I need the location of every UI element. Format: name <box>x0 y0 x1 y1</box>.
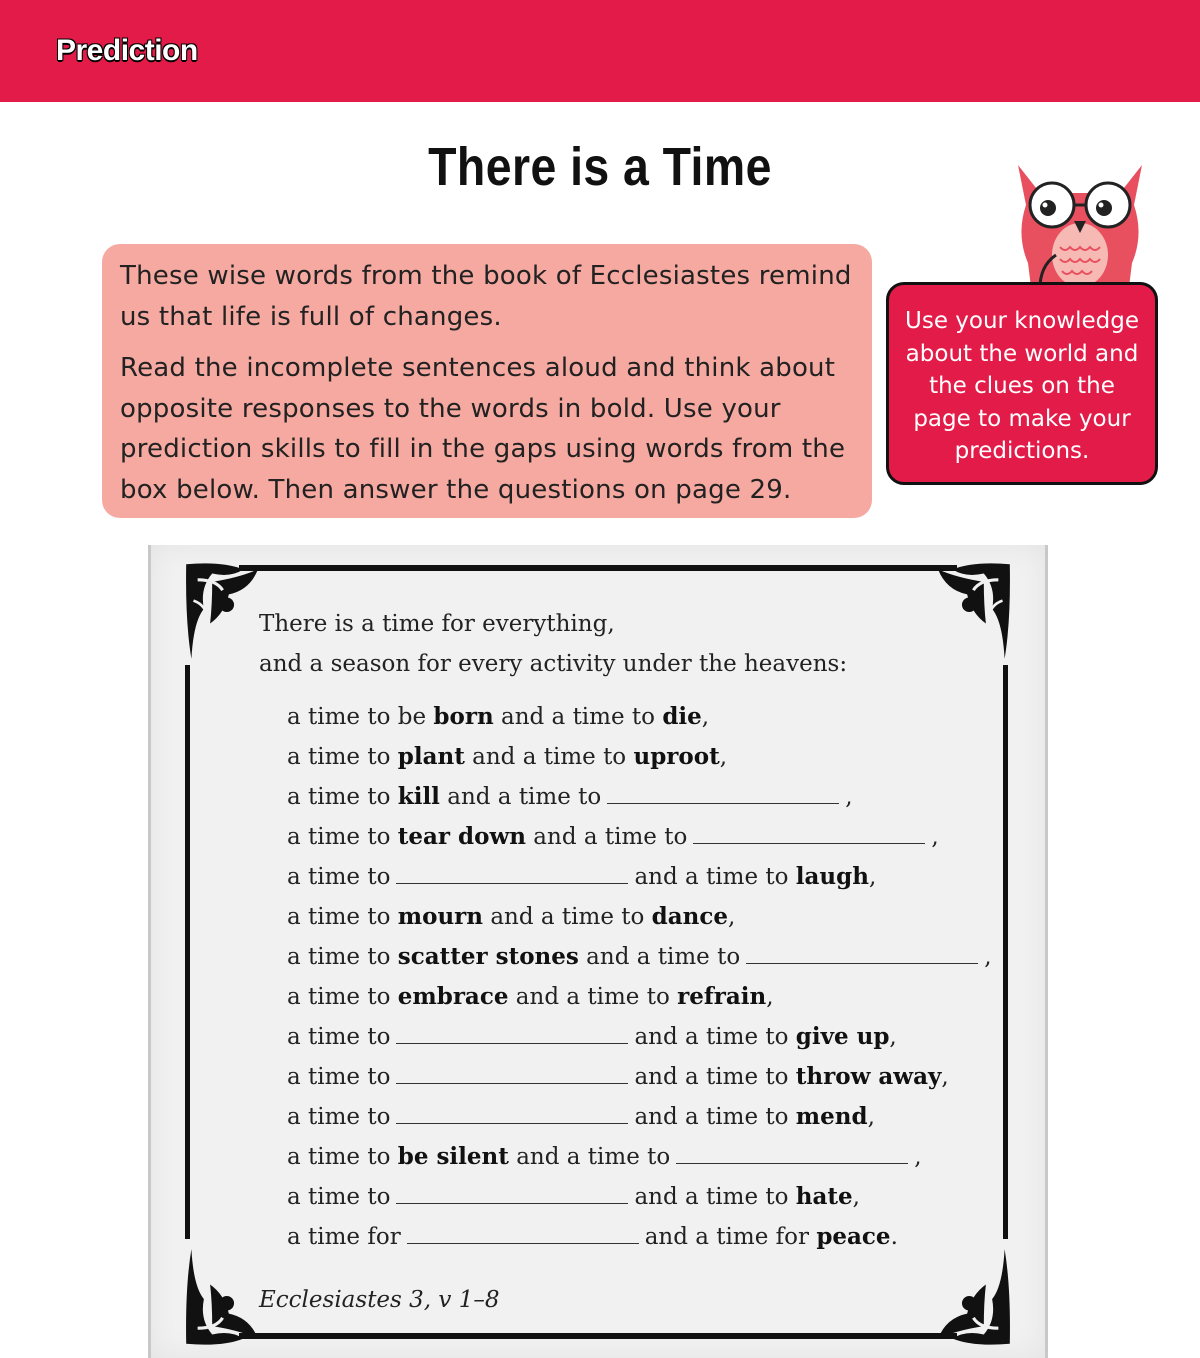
line-text: a time to <box>287 1104 391 1130</box>
line-text: a time to <box>287 744 398 770</box>
poem-panel <box>148 545 1048 1358</box>
poem-line-4 <box>287 823 939 850</box>
poem-line-2 <box>287 743 727 770</box>
poem-line-10 <box>287 1063 949 1090</box>
line-text: and a time to <box>634 1184 796 1210</box>
header-banner <box>0 0 1200 102</box>
line-text: and a time to <box>508 984 678 1010</box>
punctuation: , <box>914 1144 922 1170</box>
answer-blank[interactable] <box>396 1103 628 1124</box>
line-text: a time to <box>287 944 398 970</box>
line-text: a time to <box>287 1064 391 1090</box>
poem-line-14 <box>287 1223 898 1250</box>
bold-word: die <box>662 703 702 730</box>
intro-box <box>102 244 872 518</box>
bold-word: tear down <box>397 823 526 850</box>
bold-word: uproot <box>633 743 720 770</box>
answer-blank[interactable] <box>676 1143 908 1164</box>
answer-blank[interactable] <box>396 1063 628 1084</box>
punctuation: , <box>701 704 710 730</box>
line-text: a time to <box>287 784 398 810</box>
line-text: and a time to <box>634 864 796 890</box>
answer-blank[interactable] <box>396 1183 628 1204</box>
bold-word: give up <box>795 1023 890 1050</box>
bold-word: mourn <box>397 903 484 930</box>
line-text: a time to <box>287 1024 391 1050</box>
bold-word: embrace <box>397 983 509 1010</box>
line-text: and a time to <box>526 824 688 850</box>
answer-blank[interactable] <box>607 783 839 804</box>
poem-line-7 <box>287 943 992 970</box>
section-label: Prediction <box>56 34 198 67</box>
line-text: and a time to <box>634 1024 796 1050</box>
punctuation: , <box>728 904 736 930</box>
answer-blank[interactable] <box>396 863 628 884</box>
bold-word: refrain <box>677 983 767 1010</box>
bold-word: mend <box>795 1103 868 1130</box>
line-text: and a time for <box>644 1224 817 1250</box>
line-text: and a time to <box>493 704 663 730</box>
poem-line-12 <box>287 1143 922 1170</box>
punctuation: , <box>766 984 774 1010</box>
poem <box>151 545 1045 1358</box>
line-text: and a time to <box>634 1104 796 1130</box>
bold-word: laugh <box>795 863 869 890</box>
line-text: a time to be <box>287 704 434 730</box>
poem-line-6 <box>287 903 735 930</box>
bold-word: peace <box>816 1223 891 1250</box>
bold-word: kill <box>397 783 440 810</box>
intro-paragraph-1: These wise words from the book of Ecclesiastes remind us that life is full of changes. <box>120 261 852 332</box>
poem-opening-1: There is a time for everything, <box>259 611 615 637</box>
line-text: a time for <box>287 1224 401 1250</box>
line-text: a time to <box>287 1184 391 1210</box>
line-text: a time to <box>287 864 391 890</box>
bold-word: throw away <box>795 1063 942 1090</box>
bold-word: hate <box>795 1183 853 1210</box>
punctuation: , <box>931 824 939 850</box>
punctuation: , <box>941 1064 949 1090</box>
answer-blank[interactable] <box>746 943 978 964</box>
punctuation: , <box>889 1024 897 1050</box>
answer-blank[interactable] <box>407 1223 639 1244</box>
line-text: a time to <box>287 824 398 850</box>
line-text: a time to <box>287 1144 398 1170</box>
punctuation: , <box>845 784 853 810</box>
line-text: and a time to <box>508 1144 671 1170</box>
line-text: and a time to <box>439 784 602 810</box>
tip-box: Use your knowledge about the world and the clues on the page to make your predictions. <box>886 282 1158 485</box>
page-title: There is a Time <box>428 137 772 197</box>
line-text: a time to <box>287 904 398 930</box>
line-text: and a time to <box>464 744 634 770</box>
poem-line-1 <box>287 703 709 730</box>
punctuation: , <box>852 1184 860 1210</box>
owl-icon <box>1010 155 1150 295</box>
bold-word: plant <box>397 743 465 770</box>
answer-blank[interactable] <box>693 823 925 844</box>
answer-blank[interactable] <box>396 1023 628 1044</box>
poem-line-13 <box>287 1183 860 1210</box>
poem-source: Ecclesiastes 3, v 1–8 <box>259 1287 500 1313</box>
bold-word: be silent <box>397 1143 509 1170</box>
bold-word: born <box>433 703 494 730</box>
poem-line-5 <box>287 863 876 890</box>
punctuation: , <box>867 1104 875 1130</box>
line-text: and a time to <box>483 904 652 930</box>
punctuation: , <box>868 864 877 890</box>
punctuation: , <box>719 744 728 770</box>
poem-line-8 <box>287 983 774 1010</box>
line-text: a time to <box>287 984 398 1010</box>
poem-line-9 <box>287 1023 897 1050</box>
poem-line-11 <box>287 1103 875 1130</box>
intro-paragraph-2: Read the incomplete sentences aloud and think about opposite responses to the words in bold. Use your prediction skills to fill in the gaps using words from the box below. Then answer the questions on page 29. <box>120 353 846 505</box>
line-text: and a time to <box>634 1064 796 1090</box>
poem-opening-2: and a season for every activity under the heavens: <box>259 651 848 677</box>
punctuation: , <box>984 944 992 970</box>
poem-line-3 <box>287 783 853 810</box>
bold-word: scatter stones <box>397 943 579 970</box>
line-text: and a time to <box>578 944 741 970</box>
punctuation: . <box>890 1224 898 1250</box>
bold-word: dance <box>651 903 729 930</box>
